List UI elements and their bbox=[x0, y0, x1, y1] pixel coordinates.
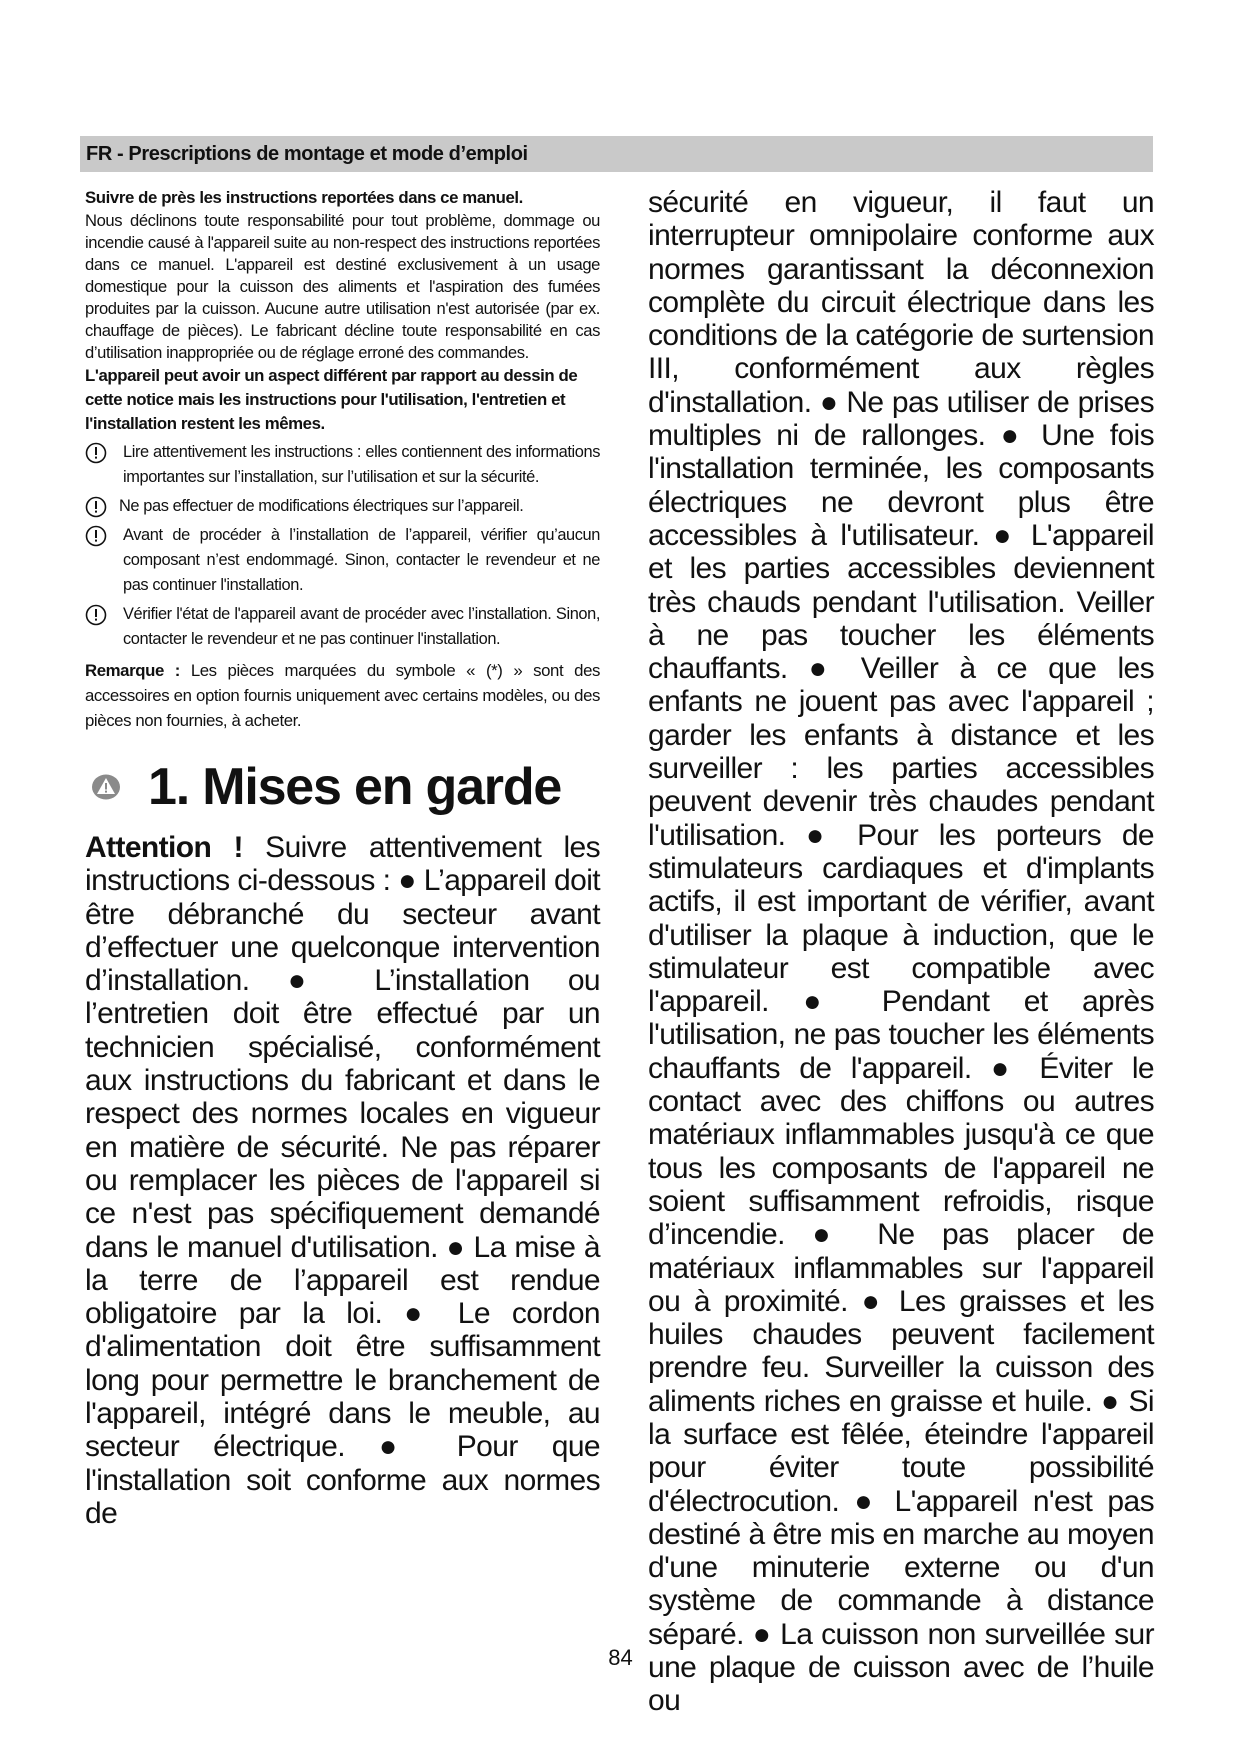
remark bbox=[85, 658, 600, 733]
warning-circle-icon bbox=[85, 604, 107, 626]
attention-label: Attention ! bbox=[85, 831, 243, 864]
section-title: 1. Mises en garde bbox=[148, 758, 562, 816]
warning-triangle-icon bbox=[91, 773, 121, 801]
aspect-note: L'appareil peut avoir un aspect différent par rapport au dessin de cette notice mais les instructions pour l'utilisation, l'entretien et l'installation restent les mêmes. bbox=[85, 366, 578, 433]
right-column bbox=[648, 186, 1154, 1718]
warnings-body-right: sécurité en vigueur, il faut un interrupteur omnipolaire conforme aux normes garantissant la déconnexion complète du circuit électrique dans les conditions de la catégorie de surtension III, conformément aux règles d'installation. ● Ne pas utiliser de prises multiples ni de rallonges. ● Une fois l'installation terminée, les composants électriques ne devront plus être accessibles à l'utilisateur. ● L'appareil et les parties accessibles deviennent très chauds pendant l'utilisation. Veiller à ne pas toucher les éléments chauffants. ● Veiller à ce que les enfants ne jouent pas avec l'appareil ; garder les enfants à distance et les surveiller : les parties accessibles peuvent devenir très chaudes pendant l'utilisation. ● Pour les porteurs de stimulateurs cardiaques et d'implants actifs, il est important de vérifier, avant d'utiliser la plaque à induction, que le stimulateur est compatible avec l'appareil. ● Pendant et après l'utilisation, ne pas toucher les éléments chauffants de l'appareil. ● Éviter le contact avec des chiffons ou autres matériaux inflammables jusqu'à ce que tous les composants de l'appareil ne soient suffisamment refroidis, risque d’incendie. ● Ne pas placer de matériaux inflammables sur l'appareil ou à proximité. ● Les graisses et les huiles chaudes peuvent facilement prendre feu. Surveiller la cuisson des aliments riches en graisse et huile. ● Si la surface est fêlée, éteindre l'appareil pour éviter toute possibilité d'électrocution. ● L'appareil n'est pas destiné à être mis en marche au moyen d'une minuterie externe ou d'un système de commande à distance séparé. ● La cuisson non surveillée sur une plaque de cuisson avec de l’huile ou bbox=[648, 186, 1154, 1718]
warnings-body-left bbox=[85, 831, 600, 1530]
remark-label: Remarque : bbox=[85, 661, 180, 680]
warning-item bbox=[85, 494, 600, 519]
warning-item bbox=[85, 602, 600, 652]
header-title: FR - Prescriptions de montage et mode d’emploi bbox=[86, 143, 528, 165]
warning-text: Avant de procéder à l’installation de l’appareil, vérifier qu’aucun composant n’est endommagé. Sinon, contacter le revendeur et ne pas continuer l'installation. bbox=[123, 526, 600, 594]
intro-body: Nous déclinons toute responsabilité pour tout problème, dommage ou incendie causé à l'appareil suite au non-respect des instructions reportées dans ce manuel. L'appareil est destiné exclusivement à un usage domestique pour la cuisson des aliments et l'aspiration des fumées produites par la cuisson. Aucune autre utilisation n'est autorisée (par ex. chauffage de pièces). Le fabricant décline toute responsabilité en cas d’utilisation inappropriée ou de réglage erroné des commandes. bbox=[85, 211, 600, 362]
page-number: 84 bbox=[608, 1645, 633, 1670]
warning-item bbox=[85, 523, 600, 598]
warning-circle-icon bbox=[85, 525, 107, 547]
intro-lead: Suivre de près les instructions reportées dans ce manuel. bbox=[85, 188, 523, 207]
warning-text: Vérifier l'état de l'appareil avant de procéder avec l’installation. Sinon, contacter le revendeur et ne pas continuer l'installation. bbox=[123, 605, 600, 648]
remark-text: Les pièces marquées du symbole « (*) » sont des accessoires en option fournis uniquement avec certains modèles, ou des pièces non fournies, à acheter. bbox=[85, 661, 600, 730]
warning-list bbox=[85, 440, 600, 652]
warning-text: Ne pas effectuer de modifications électriques sur l’appareil. bbox=[119, 497, 524, 515]
warning-text: Lire attentivement les instructions : elles contiennent des informations importantes sur l’installation, sur l’utilisation et sur la sécurité. bbox=[123, 443, 600, 486]
warnings-text-left: Suivre attentivement les instructions ci-dessous : ● L’appareil doit être débranché du secteur avant d’effectuer une quelconque intervention d’installation. ● L’installation ou l’entretien doit être effectué par un technicien spécialisé, conformément aux instructions du fabricant et dans le respect des normes locales en vigueur en matière de sécurité. Ne pas réparer ou remplacer les pièces de l'appareil si ce n'est pas spécifiquement demandé dans le manuel d'utilisation. ● La mise à la terre de l’appareil est rendue obligatoire par la loi. ● Le cordon d'alimentation doit être suffisamment long pour permettre le branchement de l'appareil, intégré dans le meuble, au secteur électrique. ● Pour que l'installation soit conforme aux normes de bbox=[85, 831, 601, 1530]
left-column bbox=[85, 186, 600, 1530]
warning-item bbox=[85, 440, 600, 490]
warning-circle-icon bbox=[85, 496, 107, 518]
section-header-bar bbox=[80, 136, 1153, 172]
section-heading bbox=[85, 755, 600, 819]
warning-circle-icon bbox=[85, 442, 107, 464]
